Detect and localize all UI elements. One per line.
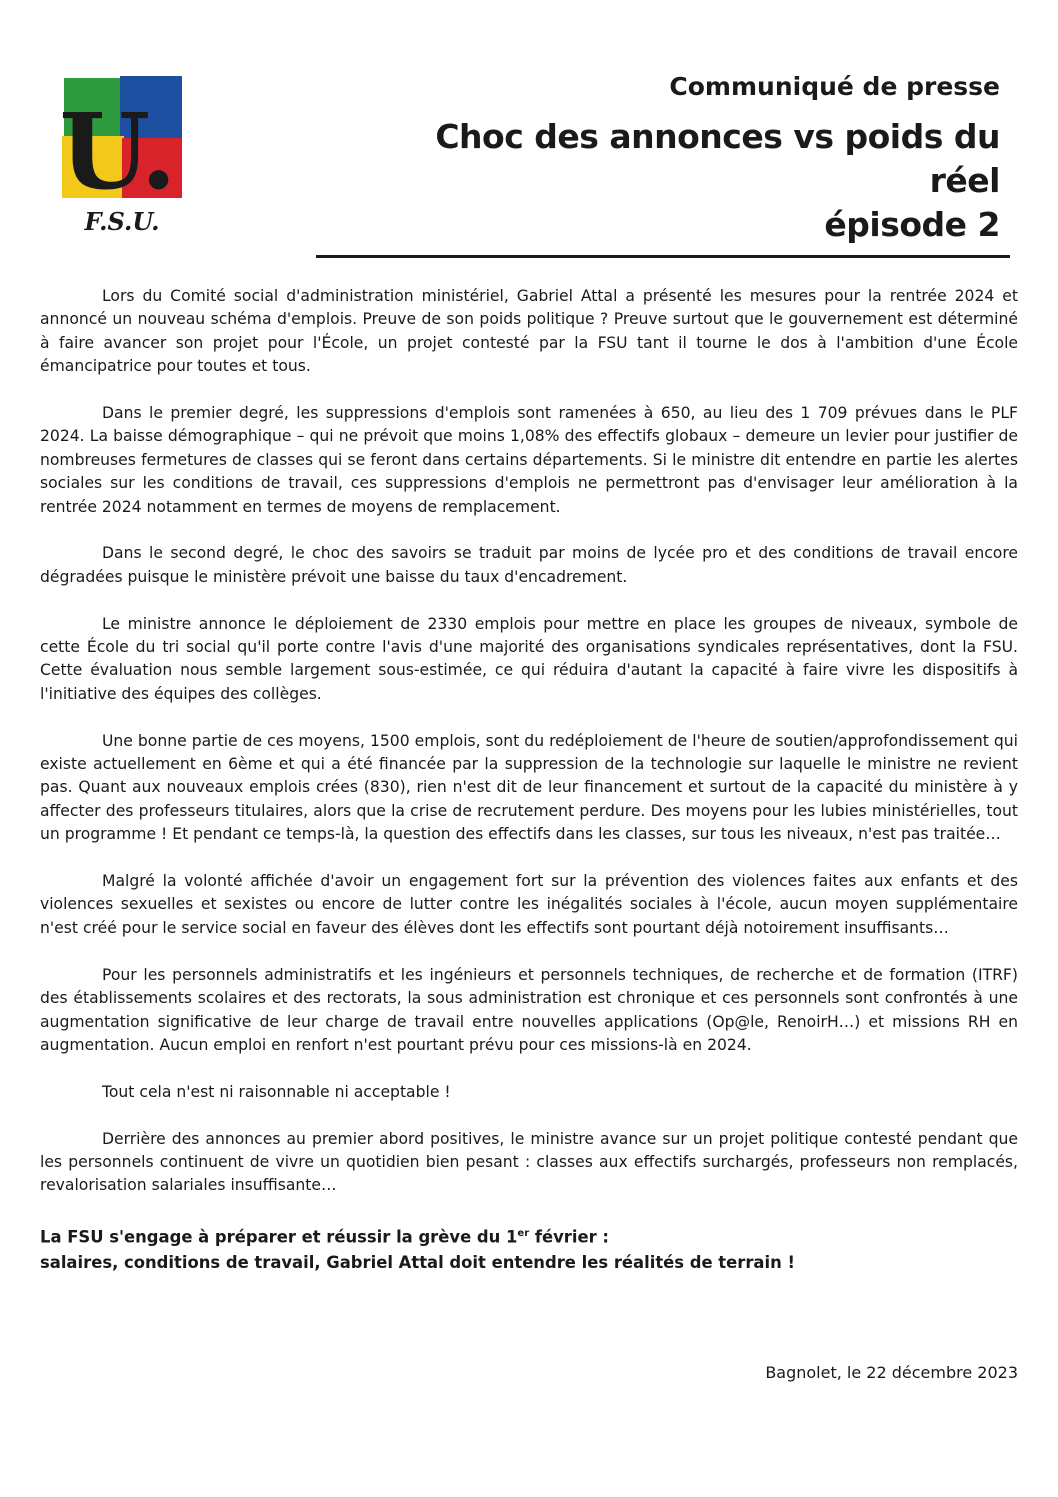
dateline: Bagnolet, le 22 décembre 2023	[765, 1363, 1018, 1382]
paragraph-1: Lors du Comité social d'administration ministériel, Gabriel Attal a présenté les mesures pour la rentrée 2024 et annoncé un nouveau schéma d'emplois. Preuve de son poids politique ? Preuve surtout que le gouvernement est déterminé à faire avancer son projet pour l'École, un projet contesté par la FSU tant il tourne le dos à l'ambition d'une École émancipatrice pour toutes et tous.	[40, 287, 1018, 376]
logo-initial: U.	[62, 90, 177, 213]
fsu-logo	[62, 76, 186, 236]
title-line-2: épisode 2	[824, 205, 1000, 244]
paragraph-7: Pour les personnels administratifs et les ingénieurs et personnels techniques, de recherche et de formation (ITRF) des établissements scolaires et des rectorats, la sous administration est chronique et ces personnels sont confrontés à une augmentation significative de leur charge de travail entre nouvelles applications (Op@le, RenoirH…) et missions RH en augmentation. Aucun emploi en renfort n'est pourtant prévu pour ces missions-là en 2024.	[40, 965, 1018, 1054]
conclusion-superscript: er	[517, 1228, 530, 1240]
paragraph-6: Malgré la volonté affichée d'avoir un engagement fort sur la prévention des violences faites aux enfants et des violences sexuelles et sexistes ou encore de lutter contre les inégalités sociales à l'école, aucun moyen supplémentaire n'est créé pour le service social en faveur des élèves dont les effectifs sont pourtant déjà notoirement insuffisants…	[40, 872, 1018, 937]
document-title	[360, 115, 1000, 247]
title-line-1: Choc des annonces vs poids du réel	[435, 117, 1000, 200]
conclusion-text-before: La FSU s'engage à préparer et réussir la grève du 1	[40, 1227, 518, 1247]
paragraph-4: Le ministre annonce le déploiement de 2330 emplois pour mettre en place les groupes de niveaux, symbole de cette École du tri social qu'il porte contre l'avis d'une majorité des organisations syndicales représentatives, dont la FSU. Cette évaluation nous semble largement sous-estimée, ce qui réduira d'autant la capacité à faire vivre les dispositifs à l'initiative des équipes des collèges.	[40, 614, 1018, 703]
document-header	[360, 72, 1000, 247]
logo-name: F.S.U.	[84, 207, 160, 236]
conclusion	[40, 1221, 1018, 1274]
paragraph-2: Dans le premier degré, les suppressions d'emplois sont ramenées à 650, au lieu des 1 709 prévues dans le PLF 2024. La baisse démographique – qui ne prévoit que moins 1,08% des effectifs globaux – demeure un levier pour justifier de nombreuses fermetures de classes qui se feront dans certains départements. Si le ministre dit entendre en partie les alertes sociales sur les conditions de travail, ces suppressions d'emplois ne permettront pas d'envisager leur amélioration à la rentrée 2024 notamment en termes de moyens de remplacement.	[40, 404, 1018, 516]
paragraph-3: Dans le second degré, le choc des savoirs se traduit par moins de lycée pro et des conditions de travail encore dégradées puisque le ministère prévoit une baisse du taux d'encadrement.	[40, 544, 1018, 586]
document-kicker: Communiqué de presse	[669, 72, 1000, 101]
press-release-body	[40, 285, 1018, 1275]
paragraph-9: Derrière des annonces au premier abord positives, le ministre avance sur un projet politique contesté pendant que les personnels continuent de vivre un quotidien bien pesant : classes aux effectifs surchargés, professeurs non remplacés, revalorisation salariales insuffisante…	[40, 1129, 1018, 1195]
header-divider	[316, 255, 1010, 258]
conclusion-text-after: février :	[529, 1227, 609, 1247]
paragraph-5: Une bonne partie de ces moyens, 1500 emplois, sont du redéploiement de l'heure de soutien/approfondissement qui existe actuellement en 6ème et qui a été financée par la suppression de la technologie sur laquelle le ministre ne revient pas. Quant aux nouveaux emplois crées (830), rien n'est dit de leur financement et surtout de la capacité du ministère à y affecter des professeurs titulaires, alors que la crise de recrutement perdure. Des moyens pour les lubies ministérielles, tout un programme ! Et pendant ce temps-là, la question des effectifs dans les classes, sur tous les niveaux, n'est pas traitée…	[40, 731, 1018, 844]
conclusion-line-1	[40, 1221, 1018, 1249]
fsu-logo-graphic	[62, 76, 186, 236]
conclusion-line-2: salaires, conditions de travail, Gabriel Attal doit entendre les réalités de terrain !	[40, 1252, 795, 1272]
paragraph-8: Tout cela n'est ni raisonnable ni acceptable !	[102, 1082, 451, 1101]
